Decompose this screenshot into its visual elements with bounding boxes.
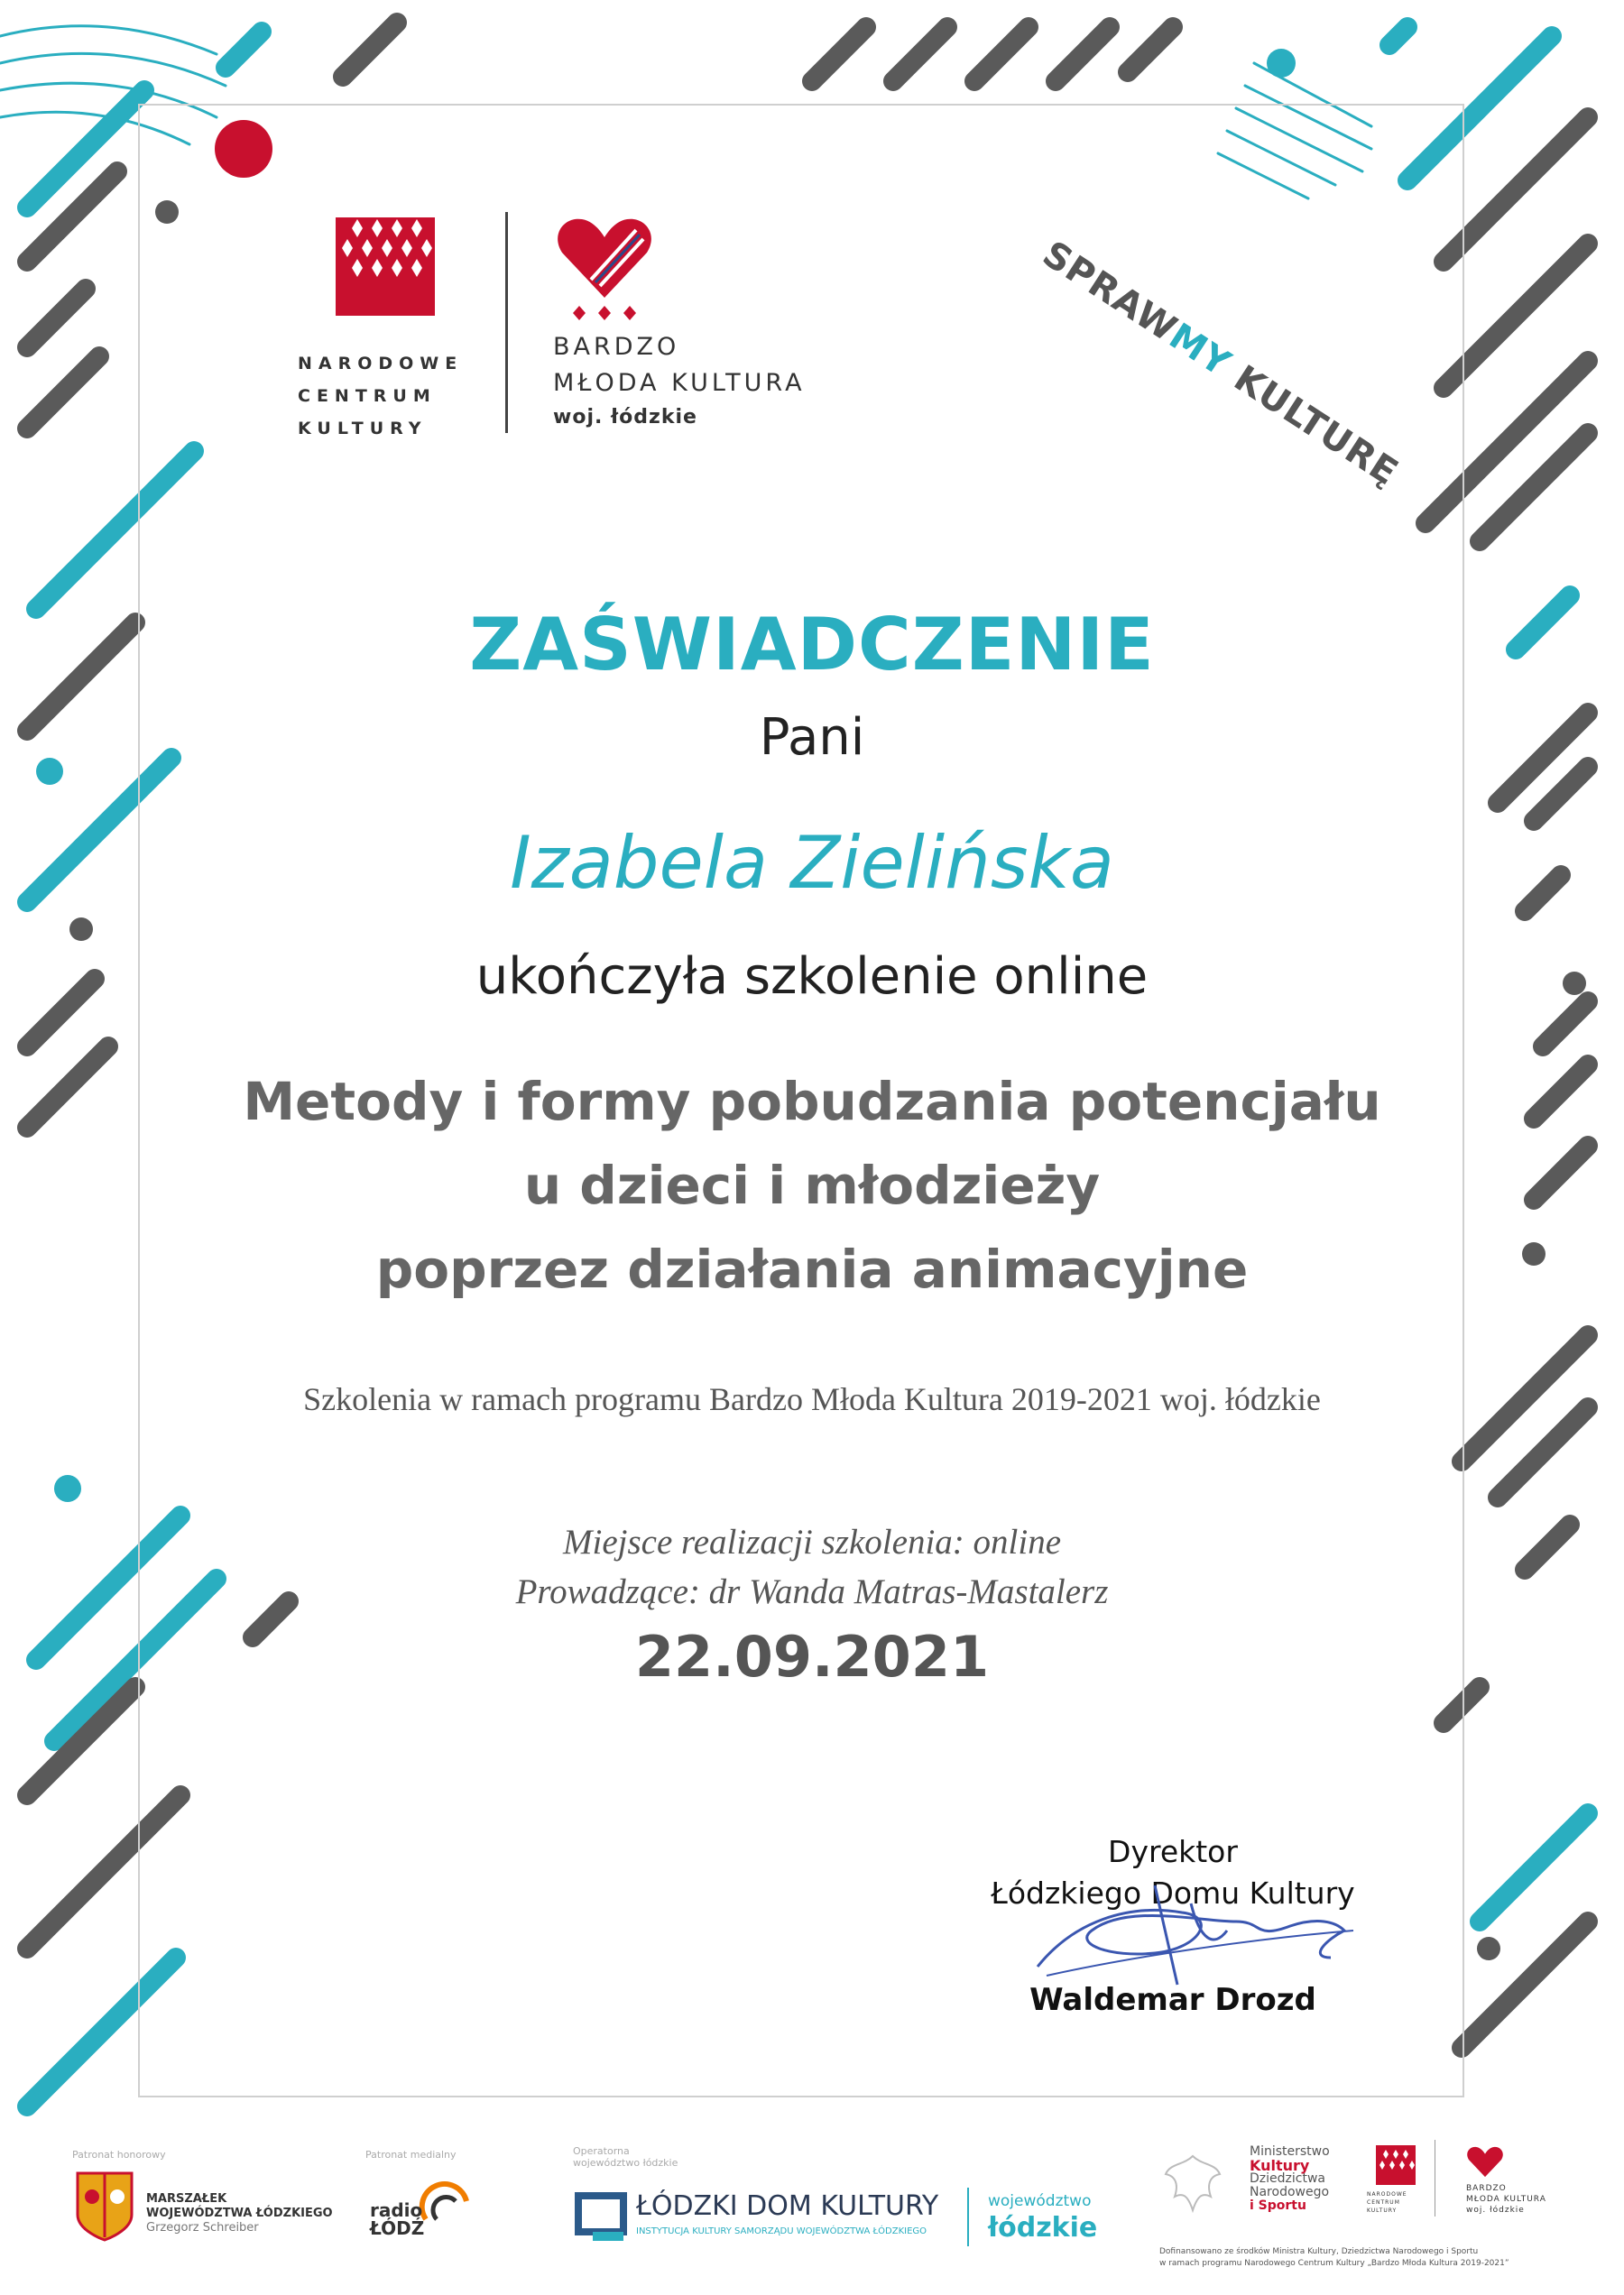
lodz-voivodeship-coat-of-arms (74, 2170, 135, 2242)
ministry-line1: Ministerstwo (1250, 2144, 1330, 2159)
program-text: Szkolenia w ramach programu Bardzo Młoda Kultura 2019-2021 woj. łódzkie (303, 1381, 1321, 1417)
bmk-small-line3: woj. łódzkie (1466, 2206, 1525, 2215)
course-title (0, 1060, 1624, 1312)
logo-divider (505, 212, 508, 433)
radio-lodz-logo-mark (417, 2170, 471, 2233)
bmk-line2: MŁODA KULTURA (553, 369, 806, 397)
ldk-name: ŁÓDZKI DOM KULTURY (636, 2190, 939, 2222)
ministry-line2: Kultury (1250, 2157, 1310, 2174)
voivodeship-line2: łódzkie (988, 2212, 1098, 2244)
marshal-line2: WOJEWÓDZTWA ŁÓDZKIEGO (146, 2207, 333, 2220)
ministry-line3: Dziedzictwa (1250, 2171, 1325, 2186)
voivodeship-logo-text (988, 2188, 1097, 2242)
voivodeship-line1: województwo (988, 2192, 1092, 2210)
salutation: Pani (759, 708, 865, 767)
marshal-text (146, 2192, 333, 2235)
funding-line1: Dofinansowano ze środków Ministra Kultury, Dziedzictwa Narodowego i Sportu (1159, 2247, 1479, 2256)
location-text: Miejsce realizacji szkolenia: online (563, 1523, 1061, 1562)
slogan-part2: MY (1161, 315, 1239, 385)
bmk-small-line2: MŁODA KULTURA (1466, 2195, 1546, 2204)
radio-line1: radio (370, 2199, 423, 2221)
ldk-subtitle: INSTYTUCJA KULTURY SAMORZĄDU WOJEWÓDZTWA ŁÓDZKIEGO (636, 2226, 927, 2236)
bmk-name (553, 329, 806, 434)
bmk-line1: BARDZO (553, 333, 680, 361)
radio-lodz-text (370, 2201, 424, 2237)
bmk-small-text (1466, 2183, 1546, 2216)
footer-divider (967, 2188, 969, 2246)
funding-note (1159, 2246, 1509, 2270)
footer-label-honorary: Patronat honorowy (72, 2149, 166, 2161)
ministry-line5: i Sportu (1250, 2198, 1306, 2213)
ministry-line4: Narodowego (1250, 2185, 1330, 2199)
nck-line1: NARODOWE (298, 354, 464, 373)
nck-small-text: NARODOWE CENTRUM KULTURY (1367, 2191, 1407, 2214)
header-logos (298, 212, 875, 447)
bmk-line3: woj. łódzkie (553, 406, 697, 429)
ldk-logo-mark (575, 2192, 627, 2244)
training-details (0, 1517, 1624, 1617)
course-line3: poprzez działania animacyjne (375, 1239, 1249, 1300)
bmk-small-logo (1466, 2143, 1504, 2180)
radio-line2: ŁÓDŹ (370, 2217, 425, 2239)
polish-eagle-emblem (1157, 2147, 1229, 2219)
instructor-text: Prowadzące: dr Wanda Matras-Mastalerz (515, 1572, 1109, 1611)
nck-line3: KULTURY (298, 419, 428, 438)
nck-name (298, 347, 463, 445)
completed-text: ukończyła szkolenie online (475, 947, 1149, 1006)
ministry-logo-text (1250, 2145, 1330, 2213)
signer-name: Waldemar Drozd (1029, 1982, 1316, 2018)
nck-small-logo (1376, 2145, 1416, 2185)
certificate-title: ZAŚWIADCZENIE (469, 603, 1155, 687)
footer-label-media: Patronat medialny (365, 2149, 457, 2161)
marshal-line1: MARSZAŁEK (146, 2192, 227, 2206)
slogan-part3: KULTURĘ (1215, 350, 1406, 494)
marshal-line3: Grzegorz Schreiber (146, 2221, 259, 2235)
slogan-part1: SPRAW (1035, 233, 1185, 351)
signer-role-line1: Dyrektor (1108, 1834, 1238, 1869)
signer-role-line2: Łódzkiego Domu Kultury (991, 1876, 1355, 1911)
operator-line1: Operatorna (573, 2145, 630, 2157)
course-line1: Metody i formy pobudzania potencjału (243, 1071, 1381, 1132)
bmk-small-line1: BARDZO (1466, 2184, 1507, 2193)
nck-line2: CENTRUM (298, 386, 437, 406)
funding-line2: w ramach programu Narodowego Centrum Kultury „Bardzo Młoda Kultura 2019-2021” (1159, 2259, 1509, 2268)
nck-crown-logo (336, 212, 435, 316)
footer-label-operator (573, 2145, 678, 2169)
bmk-heart-logo (555, 212, 654, 325)
certificate-date: 22.09.2021 (634, 1624, 990, 1690)
recipient-name: Izabela Zielińska (510, 821, 1114, 905)
course-line2: u dzieci i młodzieży (523, 1155, 1101, 1216)
operator-line2: województwo łódzkie (573, 2157, 678, 2169)
